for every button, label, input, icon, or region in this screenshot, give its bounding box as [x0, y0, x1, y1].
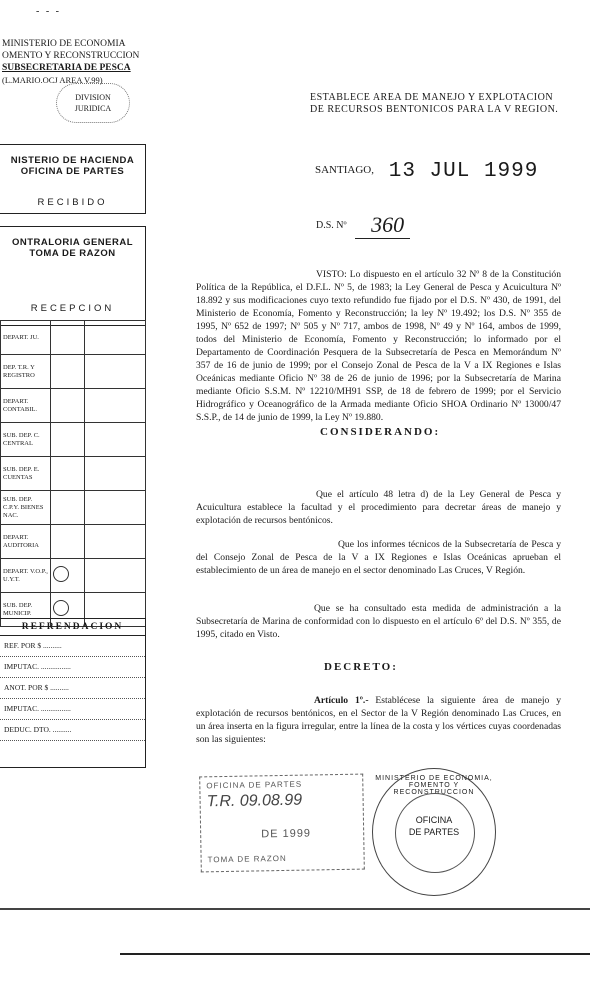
stamp-rect-line4: TOMA DE RAZON [207, 853, 287, 865]
stamp-rect-date: T.R. 09.08.99 [206, 791, 303, 811]
routing-label: DEP. T.R. Y REGISTRO [1, 355, 51, 389]
decreto-heading: DECRETO: [324, 661, 398, 673]
oficina-de-partes-seal [372, 768, 496, 896]
table-row [1, 389, 146, 423]
table-row [1, 321, 146, 355]
table-row [1, 457, 146, 491]
refrendacion-row: REF. POR $ .......... [0, 636, 145, 657]
decree-number: 360 [355, 212, 410, 239]
date-value: 13 JUL 1999 [388, 160, 539, 183]
considerando-paragraph-3: Que se ha consultado esta medida de administración a la Subsecretaría de Marina de conformidad con lo dispuesto en el artículo 6º del D.S. Nº 355, de 1995, citado en Visto. [196, 603, 561, 640]
division-stamp-line1: DIVISION [75, 93, 111, 102]
routing-label: DEPART. AUDITORIA [1, 525, 51, 559]
decree-subject: ESTABLECE AREA DE MANEJO Y EXPLOTACION DE RECURSOS BENTONICOS PARA LA V REGION. [310, 92, 559, 115]
routing-label: DEPART. JU. [1, 321, 51, 355]
routing-table [0, 320, 146, 627]
stamp-rect-line3: DE 1999 [261, 827, 312, 841]
routing-label: SUB. DEP. C.P.Y. BIENES NAC. [1, 491, 51, 525]
letterhead-subsecretaria: SUBSECRETARIA DE PESCA [2, 63, 131, 73]
table-row [1, 423, 146, 457]
table-row [1, 559, 146, 593]
letterhead-reference: (L.MARIO.OCJ AREA V.99) [2, 75, 103, 85]
bottom-rule [0, 908, 590, 910]
stamp-rect-line1: OFICINA DE PARTES [206, 779, 303, 791]
letterhead-ministry-2: OMENTO Y RECONSTRUCCION [2, 51, 140, 61]
date-line [315, 160, 538, 183]
considerando-heading: CONSIDERANDO: [320, 426, 441, 438]
visto-paragraph: VISTO: Lo dispuesto en el artículo 32 Nº 8 de la Constitución Política de la República, el D.F.L. Nº 5, de 1983; la Ley General de Pesca y Acuicultura Nº 18.892 y sus modificaciones cuyo texto refundido fue fijado por el D.S. Nº 430, de 1991, del Ministerio de Economía, Fomento y Reconstrucción; la ley Nº 19.492; los D.S. Nº 355 de 1995, Nº 652 de 1997; Nº 505 y Nº 717, ambos de 1998, Nº 49 y Nº 164, ambos de 1999, todos del Ministerio de Economía, Fomento y Reconstrucción; lo informado por el Departamento de Coordinación Pesquera de la Subsecretaría de Pesca en Memorándum Nº 357 de 16 de junio de 1999; por el Consejo Zonal de Pesca de la V a IX Regiones e Islas Oceánicas mediante Oficio Nº 38 de 26 de junio de 1996; por la Subsecretaría de Marina mediante Oficio S.S.M. Nº 12210/MH91 SSP, de 18 de febrero de 1999; por el Servicio Hidrográfico y Oceanográfico de la Armada mediante Oficio SHOA Ordinario Nº 13000/47 S.S.P., de 14 de junio de 1999, la Ley Nº 19.880. [196, 269, 561, 423]
refrendacion-row: DEDUC. DTO. .......... [0, 720, 145, 741]
contraloria-title: ONTRALORIA GENERAL [11, 237, 134, 248]
letterhead-ministry: MINISTERIO DE ECONOMIA [2, 39, 126, 49]
refrendacion-row: IMPUTAC. ................ [0, 657, 145, 678]
routing-label: DEPART. V.O.P., U.Y.T. [1, 559, 51, 593]
contraloria-subtitle: TOMA DE RAZON [29, 248, 116, 259]
routing-label: SUB. DEP. MUNICIP. [1, 593, 51, 627]
articulo-1-label: Artículo 1º.- [314, 695, 369, 706]
date-label: SANTIAGO, [315, 164, 374, 176]
contraloria-reception-label: RECEPCION [30, 303, 115, 314]
routing-label: DEPART. CONTABIL. [1, 389, 51, 423]
articulo-1-paragraph [196, 694, 561, 746]
decree-number-label: D.S. Nº [316, 220, 347, 231]
toma-de-razon-stamp [199, 774, 365, 873]
division-stamp-line2: JURIDICA [74, 104, 112, 113]
refrendacion-row: ANOT. POR $ .......... [0, 678, 145, 699]
circle-mark-icon [53, 600, 69, 616]
articulo-1-text: Establécese la siguiente área de manejo y explotación de recursos bentónicos, en el Sector de la V Región denominado Las Cruces, en un área inserta en la figura irregular, entre la línea de la costa y los vértices cuyas coordenadas son las siguientes: [196, 695, 561, 745]
hacienda-received-label: RECIBIDO [37, 197, 108, 208]
division-juridica-stamp [56, 83, 130, 123]
seal-center-line1: OFICINA [415, 815, 453, 825]
decree-number-line [316, 212, 410, 239]
seal-ring-text: MINISTERIO DE ECONOMIA, FOMENTO Y RECONSTRUCCION [375, 775, 493, 796]
bottom-rule-2 [120, 953, 590, 955]
routing-label: SUB. DEP. E. CUENTAS [1, 457, 51, 491]
refrendacion-title: REFRENDACION [0, 619, 145, 636]
hacienda-title: NISTERIO DE HACIENDA [10, 155, 135, 166]
seal-center-line2: DE PARTES [408, 827, 460, 837]
top-mark: - - - [36, 6, 61, 17]
hacienda-office: OFICINA DE PARTES [20, 166, 125, 177]
circle-mark-icon [53, 566, 69, 582]
refrendacion-row: IMPUTAC. ................ [0, 699, 145, 720]
table-row [1, 355, 146, 389]
contraloria-box [0, 226, 146, 326]
refrendacion-box [0, 618, 146, 768]
table-row [1, 525, 146, 559]
considerando-paragraph-2: Que los informes técnicos de la Subsecretaría de Pesca y del Consejo Zonal de Pesca de la V a IX Regiones e Islas Oceánicas aprueban el establecimiento de un área de manejo en el sector denominado Las Cruces, V Región. [196, 539, 561, 576]
routing-label: SUB. DEP. C. CENTRAL [1, 423, 51, 457]
considerando-paragraph-1: Que el artículo 48 letra d) de la Ley General de Pesca y Acuicultura establece la facultad y el procedimiento para decretar áreas de manejo y explotación de recursos bentónicos. [196, 489, 561, 526]
hacienda-received-box [0, 144, 146, 214]
table-row [1, 491, 146, 525]
letterhead [2, 38, 162, 86]
